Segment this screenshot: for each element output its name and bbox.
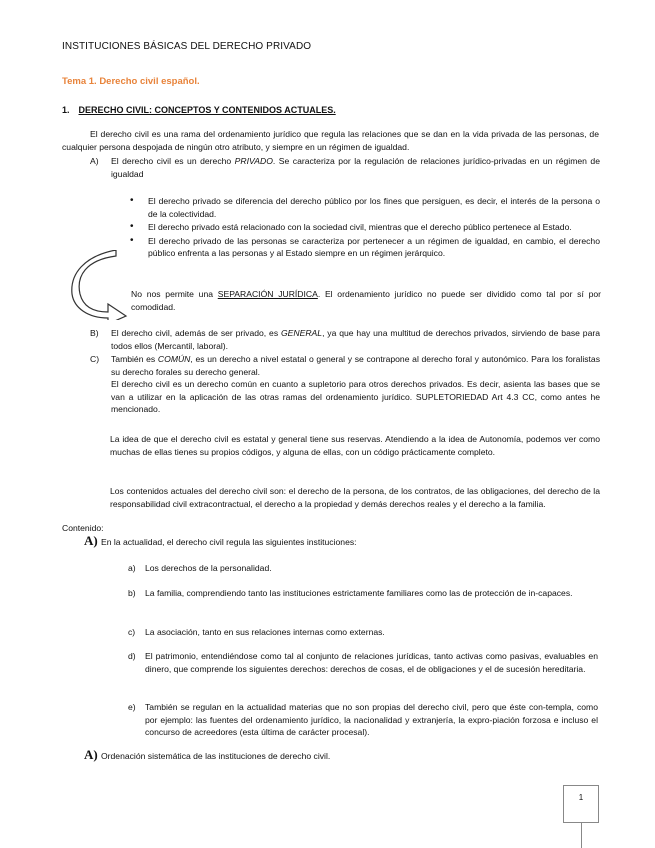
heading-a2: A) Ordenación sistemática de las instituciones de derecho civil. (84, 747, 331, 762)
section-number: 1. (62, 105, 70, 115)
list-marker: C) (90, 354, 100, 364)
section-title: DERECHO CIVIL: CONCEPTOS Y CONTENIDOS ACTUALES. (78, 105, 336, 115)
subitem-d: d) El patrimonio, entendiéndose como tal al conjunto de relaciones jurídicas, tanto activas como pasivas, evaluables en dinero, que comprende los siguientes derechos: derechos de cosas, el de obligaciones y el de sucesión hereditaria. (128, 651, 598, 674)
list-item-body-continued: El derecho civil es un derecho común en cuanto a supletorio para otros derechos privados. Es decir, asienta las bases que se van a utilizar en la aplicación de las otras ramas del ordenamiento jurídico. SUPLETORIEDAD Art 4.3 CC, como antes he mencionado. (111, 379, 600, 414)
separation-underlined: SEPARACIÓN JURÍDICA (217, 289, 318, 299)
list-item-body: También es COMÚN, es un derecho a nivel estatal o general y se contrapone al derecho foral y autonómico. Para los foralistas su derecho forales su derecho general. (111, 354, 600, 377)
page-number-box (563, 785, 599, 823)
list-item-c (90, 353, 600, 416)
bullet-icon: • (130, 195, 134, 206)
separation-paragraph: No nos permite una SEPARACIÓN JURÍDICA. El ordenamiento jurídico no puede ser dividido como tal por sí por comodidad. (131, 289, 601, 312)
list-marker: B) (90, 328, 99, 338)
curved-arrow-icon (68, 250, 130, 320)
list-item-a (90, 155, 600, 180)
bullet-icon: • (130, 221, 134, 232)
section-heading (62, 104, 336, 117)
list-marker: A) (90, 156, 99, 166)
list-item-body: El derecho civil, además de ser privado, es GENERAL, ya que hay una multitud de derechos privados, sirviendo de base para todos ellos (Mercantil, laboral). (111, 328, 600, 351)
subitem-a: a) Los derechos de la personalidad. (128, 563, 272, 573)
document-header: INSTITUCIONES BÁSICAS DEL DERECHO PRIVADO (62, 41, 312, 52)
list-item-b (90, 327, 600, 352)
list-item-body: El derecho civil es un derecho PRIVADO. Se caracteriza por la regulación de relaciones jurídico-privadas en un régimen de igualdad (111, 156, 600, 179)
bullet-item: • El derecho privado de las personas se caracteriza por pertenecer a un régimen de igualdad, en cambio, el derecho público enfrenta a las personas y al Estado siempre en un régimen jerárquico. (130, 234, 600, 258)
bullet-item: • El derecho privado está relacionado con la sociedad civil, mientras que el derecho público pertenece al Estado. (130, 221, 572, 232)
contents-paragraph: Los contenidos actuales del derecho civil son: el derecho de la persona, de los contratos, de las obligaciones, del derecho de la responsabilidad civil extracontractual, el derecho a la propiedad y demás derechos reales y el derecho a la familia. (110, 486, 600, 509)
autonomy-paragraph: La idea de que el derecho civil es estatal y general tiene sus reservas. Atendiendo a la idea de Autonomía, podemos ver como muchas de ellas tienes su propios códigos, y alguna de ellas, con un código prácticamente completo. (110, 434, 600, 457)
contenido-label: Contenido: (62, 523, 104, 533)
subitem-c: c) La asociación, tanto en sus relaciones internas como externas. (128, 627, 385, 637)
intro-paragraph: El derecho civil es una rama del ordenamiento jurídico que regula las relaciones que se dan en la vida privada de las personas, de cualquier persona despojada de ningún otro atributo, y siempre en un régimen de igualdad. (62, 129, 599, 152)
bullet-icon: • (130, 234, 134, 246)
subitem-b: b) La familia, comprendiendo tanto las instituciones estrictamente familiares como las de protección de in-capaces. (128, 588, 573, 598)
bullet-item: • El derecho privado se diferencia del derecho público por los fines que persiguen, es decir, el interés de la persona o de la colectividad. (130, 195, 600, 219)
page-number: 1 (578, 793, 584, 802)
subitem-e: e) También se regulan en la actualidad materias que no son propias del derecho civil, pero que éste con-templa, como por ejemplo: las fuentes del ordenamiento jurídico, la nacionalidad y extranjería, la expro-piación forzosa e incluso el concurso de acreedores (esta última de carácter procesal). (128, 702, 598, 737)
page-number-connector (581, 822, 582, 848)
bullet-list (128, 195, 600, 261)
tema-title: Tema 1. Derecho civil español. (62, 76, 200, 87)
heading-a1: A) En la actualidad, el derecho civil regula las siguientes instituciones: (84, 533, 357, 548)
